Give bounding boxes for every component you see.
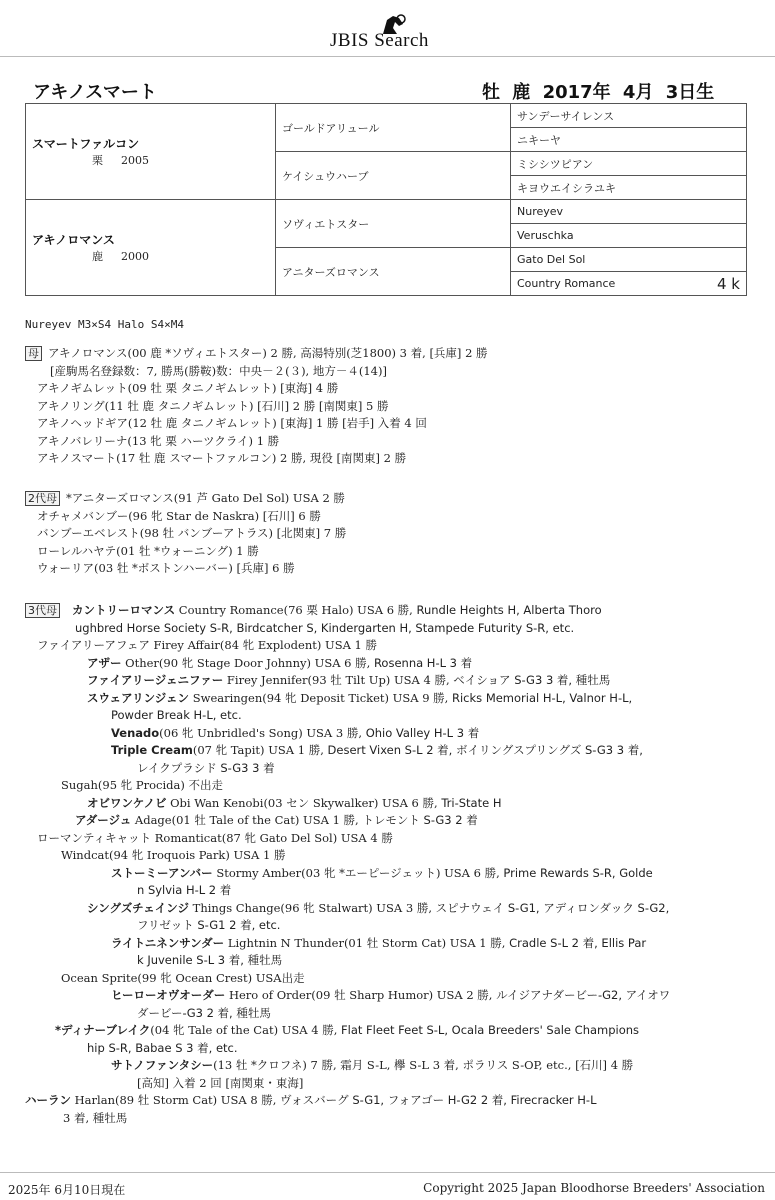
list-item (25, 795, 745, 813)
list-item: アキノヘッドギア(12 牡 鹿 タニノギムレット) [東海] 1 勝 [岩手] 入着 4 回 (37, 416, 427, 430)
race-record: Flat Fleet Feet S-L, Ocala Breeders' Sale Champions (341, 1023, 640, 1037)
horse-detail: (04 牝 Tale of the Cat) USA 4 勝, (150, 1023, 342, 1037)
inbreeding-text: Nureyev M3×S4 Halo S4×M4 (25, 318, 184, 331)
list-item (25, 987, 745, 1005)
horse-detail: (07 牝 Tapit) USA 1 勝, (192, 743, 328, 757)
gg-cell[interactable]: ニキーヤ (511, 128, 747, 152)
header (0, 0, 775, 57)
gg-cell[interactable]: Gato Del Sol (511, 248, 747, 272)
dam-color: 鹿 (92, 250, 103, 263)
race-record: Rundle Heights H, Alberta Thoro (416, 603, 602, 617)
horse-link[interactable]: アダージュ (75, 813, 132, 827)
list-item: アキノバレリーナ(13 牝 栗 ハーツクライ) 1 勝 (37, 433, 280, 448)
race-record: ベイショア S-G3 3 着, 種牡馬 (453, 673, 611, 687)
list-item: アキノロマンス(00 鹿 *ソヴィエトスター) 2 勝, 高湯特別(芝1800) 3 着, [兵庫] 2 勝 (48, 346, 488, 360)
horse-link[interactable]: アザー (87, 655, 122, 670)
horse-detail: Adage(01 牡 Tale of the Cat) USA 1 勝, (131, 813, 363, 827)
sire-sire-cell[interactable]: ゴールドアリュール (276, 104, 511, 152)
dam-year: 2000 (121, 250, 149, 263)
gg-cell[interactable]: Veruschka (511, 224, 747, 248)
race-record: Ricks Memorial H-L, Valnor H-L, (452, 690, 633, 705)
list-item (25, 1057, 745, 1075)
list-item: ローレルハヤテ(01 牡 *ウォーニング) 1 勝 (37, 543, 259, 558)
horse-detail: (06 牝 Unbridled's Song) USA 3 勝, (159, 725, 366, 740)
section-tag: 3代母 (25, 603, 60, 618)
family-number: 4 k (717, 274, 740, 293)
list-item (25, 1005, 745, 1023)
pedigree-table (25, 103, 747, 296)
list-item (25, 1040, 745, 1058)
gg-cell[interactable]: サンデーサイレンス (511, 104, 747, 128)
horse-detail: Country Romance(76 栗 Halo) USA 6 勝, (175, 603, 417, 617)
list-item: アキノスマート(17 牡 鹿 スマートファルコン) 2 勝, 現役 [南関東] 2 勝 (37, 451, 407, 465)
horse-detail: Other(90 牝 Stage Door Johnny) USA 6 勝, (121, 655, 374, 670)
dam-cell[interactable] (26, 200, 276, 296)
section-tag: 母 (25, 346, 42, 361)
gg-cell[interactable]: キヨウエイシラユキ (511, 176, 747, 200)
gg-cell[interactable]: ミシシツピアン (511, 152, 747, 176)
logo-text: JBIS Search (330, 30, 429, 51)
list-item: [産駒馬名登録数：7, 勝馬(勝鞍)数：中央－２(３), 地方－４(14)] (50, 363, 387, 378)
section-tag: 2代母 (25, 491, 60, 506)
sire-dam-cell[interactable]: ケイシュウハーブ (276, 152, 511, 200)
list-item (25, 1110, 745, 1128)
list-item (25, 952, 745, 970)
list-item (25, 865, 745, 883)
race-record: ダービー-G3 2 着, 種牡馬 (137, 1005, 271, 1020)
list-item (25, 900, 745, 918)
race-record: ルイジアナダービー-G2, アイオワ (496, 988, 671, 1002)
horse-detail: Windcat(94 牝 Iroquois Park) USA 1 勝 (61, 848, 286, 862)
second-dam-section (25, 490, 745, 578)
footer (0, 1172, 775, 1197)
horse-link[interactable]: ヒーローオヴオーダー (111, 988, 226, 1002)
list-item (25, 672, 745, 690)
list-item: バンブーエベレスト(98 牡 バンブーアトラス) [北関東] 7 勝 (37, 526, 347, 540)
list-item: ウォーリア(03 牡 *ボストンハーバー) [兵庫] 6 勝 (37, 561, 295, 575)
horse-detail: Firey Jennifer(93 牡 Tilt Up) USA 4 勝, (223, 673, 454, 687)
horse-detail: Sugah(95 牝 Procida) 不出走 (61, 778, 223, 792)
race-record: Powder Break H-L, etc. (111, 708, 242, 722)
list-item (25, 725, 745, 743)
dam-section (25, 345, 745, 468)
list-item (25, 935, 745, 953)
horse-link[interactable]: サトノファンタシー (111, 1058, 214, 1072)
jbis-logo[interactable] (330, 14, 460, 52)
list-item (25, 830, 745, 848)
list-item (25, 655, 745, 673)
list-item (25, 917, 745, 935)
horse-detail: (13 牡 *クロフネ) 7 勝, 霜月 S-L, 欅 S-L 3 着, ポラリス S-OP, etc., [石川] 4 勝 (213, 1058, 634, 1072)
horse-detail: Things Change(96 牝 Stalwart) USA 3 勝, (189, 900, 436, 915)
horse-detail: ローマンティキャット Romanticat(87 牝 Gato Del Sol) USA 4 勝 (37, 830, 393, 845)
list-item (25, 690, 745, 708)
list-item (25, 620, 745, 638)
horse-link[interactable]: ハーラン (25, 1093, 71, 1107)
horse-detail: Stormy Amber(03 牝 *エーピージェット) USA 6 勝, (212, 865, 504, 880)
horse-link[interactable]: Venado (111, 725, 160, 740)
list-item (25, 970, 745, 988)
gg-last-name: Country Romance (517, 277, 616, 290)
sire-year: 2005 (121, 154, 149, 167)
title-bar (30, 74, 745, 102)
horse-info (482, 78, 714, 104)
sex-color: 牡 鹿 (482, 82, 531, 103)
horse-detail: Hero of Order(09 牡 Sharp Humor) USA 2 勝, (225, 988, 497, 1002)
horse-name: アキノスマート (33, 82, 157, 103)
dam-name: アキノロマンス (32, 233, 115, 247)
race-record: Rosenna H-L 3 着 (373, 655, 473, 670)
list-item (25, 707, 745, 725)
footer-date: 2025年 6月10日現在 (8, 1183, 126, 1197)
list-item: アキノギムレット(09 牡 栗 タニノギムレット) [東海] 4 勝 (37, 381, 339, 395)
list-item: *アニターズロマンス(91 芦 Gato Del Sol) USA 2 勝 (66, 491, 345, 505)
list-item (25, 812, 745, 830)
race-record: フリゼット S-G1 2 着, etc. (137, 918, 281, 932)
list-item: オチャメバンブー(96 牝 Star de Naskra) [石川] 6 勝 (37, 508, 321, 523)
horse-link[interactable]: Triple Cream (111, 743, 193, 757)
race-record: レイクプラシド S-G3 3 着 (137, 760, 275, 775)
horse-link[interactable]: シングズチェインジ (87, 900, 190, 915)
horse-detail: Obi Wan Kenobi(03 セン Skywalker) USA 6 勝, (166, 795, 442, 810)
gg-cell-last[interactable] (511, 272, 747, 296)
sire-cell[interactable] (26, 104, 276, 200)
horse-link[interactable]: オビワンケノビ (87, 795, 167, 810)
third-dam-section (25, 602, 745, 1127)
birth-date: 2017年 4月 3日生 (542, 82, 715, 103)
race-record: Desert Vixen S-L 2 着, ボイリングスプリングズ S-G3 3 着, (327, 743, 643, 757)
list-item (25, 847, 745, 865)
horse-link[interactable]: スウェアリンジェン (87, 690, 190, 705)
race-record: Prime Rewards S-R, Golde (503, 865, 653, 880)
horse-detail: 3 着, 種牡馬 (63, 1110, 128, 1125)
gg-cell[interactable]: Nureyev (511, 200, 747, 224)
race-record: スピナウェイ S-G1, アディロンダック S-G2, (435, 900, 670, 915)
race-record: k Juvenile S-L 3 着, 種牡馬 (137, 953, 283, 967)
race-record: Tri-State H (441, 795, 502, 810)
horse-link[interactable]: *ディナーブレイク (55, 1023, 151, 1037)
race-record: n Sylvia H-L 2 着 (137, 883, 232, 897)
horse-detail: Lightnin N Thunder(01 牡 Storm Cat) USA 1 勝, (224, 935, 510, 950)
list-item (25, 1022, 745, 1040)
list-item (25, 637, 745, 655)
race-record: トレモント S-G3 2 着 (362, 813, 478, 827)
horse-detail: [高知] 入着 2 回 [南関東・東海] (137, 1075, 304, 1090)
race-record: ヴォスバーグ S-G1, フォアゴー H-G2 2 着, Firecracker H-L (280, 1093, 597, 1107)
race-record: Ohio Valley H-L 3 着 (365, 725, 480, 740)
horse-detail: ファイアリーアフェア Firey Affair(84 牝 Explodent) USA 1 勝 (37, 638, 378, 652)
sire-name: スマートファルコン (32, 137, 140, 151)
race-record: ughbred Horse Society S-R, Birdcatcher S, Kindergarten H, Stampede Futurity S-R, etc. (75, 620, 575, 635)
list-item (25, 777, 745, 795)
horse-link[interactable]: ファイアリージェニファー (87, 673, 224, 687)
horse-detail: Harlan(89 牡 Storm Cat) USA 8 勝, (71, 1093, 281, 1107)
dam-dam-cell[interactable]: アニターズロマンス (276, 248, 511, 296)
list-item (25, 742, 745, 760)
list-item: アキノリング(11 牡 鹿 タニノギムレット) [石川] 2 勝 [南関東] 5 勝 (37, 398, 389, 413)
horse-link[interactable]: ストーミーアンバー (111, 865, 213, 880)
horse-detail: Swearingen(94 牝 Deposit Ticket) USA 9 勝, (189, 690, 452, 705)
horse-link[interactable]: カントリーロマンス (72, 603, 176, 617)
dam-sire-cell[interactable]: ソヴィエトスター (276, 200, 511, 248)
horse-link[interactable]: ライトニネンサンダー (111, 935, 225, 950)
list-item (25, 1075, 745, 1093)
race-record: Cradle S-L 2 着, Ellis Par (509, 935, 647, 950)
footer-copyright: Copyright 2025 Japan Bloodhorse Breeders' Association (423, 1181, 765, 1195)
list-item (25, 602, 745, 620)
sire-color: 栗 (92, 154, 103, 167)
list-item (25, 760, 745, 778)
list-item (25, 882, 745, 900)
list-item (25, 1092, 745, 1110)
race-record: hip S-R, Babae S 3 着, etc. (87, 1040, 238, 1055)
horse-detail: Ocean Sprite(99 牝 Ocean Crest) USA出走 (61, 970, 305, 985)
